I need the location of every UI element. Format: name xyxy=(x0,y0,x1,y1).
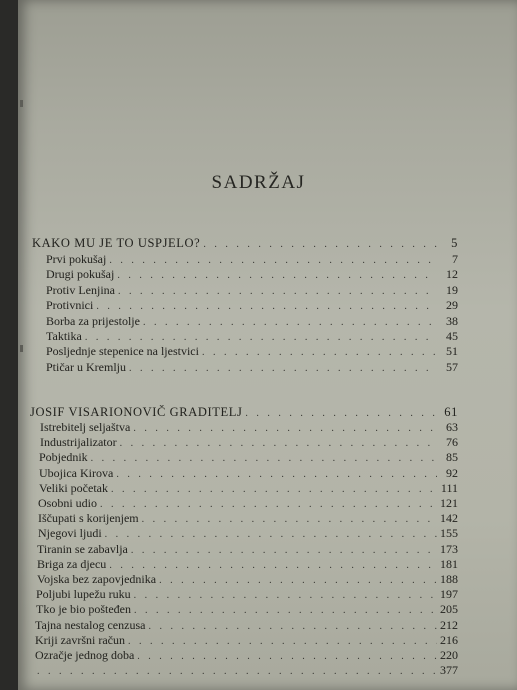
toc-entry-title: Borba za prijestolje xyxy=(46,313,140,328)
toc-entry-title: Poljubi lupežu ruku xyxy=(36,587,131,602)
leader-dots xyxy=(116,469,437,480)
leader-dots xyxy=(100,499,437,510)
toc-entry xyxy=(35,648,458,663)
toc-entry-title: Taktika xyxy=(46,329,82,343)
toc-page-number: 205 xyxy=(440,602,458,617)
toc-entry xyxy=(40,435,458,450)
toc-entry-title: Tajna nestalog cenzusa xyxy=(35,617,146,632)
toc-entry-title: Tko je bio pošteđen xyxy=(36,602,131,617)
toc-entry-title: Kriji završni račun xyxy=(35,632,125,647)
leader-dots xyxy=(159,575,437,586)
leader-dots xyxy=(109,255,437,266)
leader-dots xyxy=(133,423,437,434)
toc-entry xyxy=(37,572,458,587)
leader-dots xyxy=(118,286,437,297)
toc-page-number: 76 xyxy=(446,435,458,450)
toc-entry xyxy=(46,344,458,359)
toc-page-number: 212 xyxy=(440,617,458,632)
toc-entry-title: Njegovi ljudi xyxy=(38,526,102,541)
toc-page-number: 92 xyxy=(446,465,458,480)
leader-dots xyxy=(91,453,437,464)
toc-section-title: JOSIF VISARIONOVIČ GRADITELJ xyxy=(30,405,243,419)
toc-page-number: 377 xyxy=(440,663,458,678)
toc-entry xyxy=(36,602,458,617)
toc-page-number: 61 xyxy=(444,405,458,419)
toc-page-number: 12 xyxy=(446,267,458,282)
toc-page-number: 5 xyxy=(451,236,458,250)
toc-page-number: 181 xyxy=(440,556,458,571)
toc-entry-title: Industrijalizator xyxy=(40,435,117,450)
toc-entry xyxy=(46,360,458,375)
leader-dots xyxy=(203,239,437,250)
leader-dots xyxy=(37,666,437,677)
toc-entry xyxy=(46,252,458,267)
toc-page-number: 111 xyxy=(440,480,458,495)
toc-entry-title: Tiranin se zabavlja xyxy=(37,541,128,556)
leader-dots xyxy=(134,590,437,601)
toc-entry-title: Vojska bez zapovjednika xyxy=(37,572,157,586)
toc-page-number: 220 xyxy=(440,648,458,662)
toc-entry-title: Briga za djecu xyxy=(37,556,107,571)
toc-entry-title: Ozračje jednog doba xyxy=(35,648,135,662)
toc-entry xyxy=(39,450,458,465)
toc-page-number: 51 xyxy=(446,344,458,359)
toc-entry xyxy=(36,587,458,602)
toc-page-number: 155 xyxy=(440,526,458,541)
leader-dots xyxy=(120,438,437,449)
toc-entry xyxy=(39,466,458,481)
toc-page-number: 216 xyxy=(440,632,458,647)
toc-entry xyxy=(40,420,458,435)
toc-page-number: 188 xyxy=(440,572,458,586)
toc-page-number: 7 xyxy=(452,252,458,266)
leader-dots xyxy=(142,514,437,525)
leader-dots xyxy=(131,545,437,556)
leader-dots xyxy=(129,363,437,374)
book-page xyxy=(18,0,517,690)
leader-dots xyxy=(245,408,437,419)
table-of-contents xyxy=(18,0,517,690)
toc-entry-title: Protiv Lenjina xyxy=(46,282,115,297)
toc-page-number: 85 xyxy=(446,450,458,465)
toc-page-number: 57 xyxy=(446,359,458,374)
leader-dots xyxy=(105,529,437,540)
toc-entry xyxy=(46,329,458,344)
leader-dots xyxy=(85,332,437,343)
toc-page-number: 63 xyxy=(446,420,458,434)
toc-page-number: 121 xyxy=(440,496,458,510)
toc-entry xyxy=(46,298,458,313)
toc-page-number: 45 xyxy=(446,329,458,343)
toc-section-heading xyxy=(30,405,458,420)
toc-entry xyxy=(35,618,458,633)
toc-section-heading xyxy=(32,236,458,251)
toc-entry-title: Protivnici xyxy=(46,298,94,313)
toc-page-number: 38 xyxy=(446,313,458,328)
toc-entry xyxy=(46,283,458,298)
leader-dots xyxy=(109,560,437,571)
toc-entry-title: Ubojica Kirova xyxy=(39,465,114,480)
toc-entry xyxy=(37,557,458,572)
toc-entry-title: Pobjednik xyxy=(39,450,88,465)
toc-page-number: 142 xyxy=(440,511,458,526)
toc-entry-title: Drugi pokušaj xyxy=(46,267,115,282)
toc-entry xyxy=(37,542,458,557)
toc-entry xyxy=(38,511,458,526)
leader-dots xyxy=(111,484,437,495)
toc-section-title: KAKO MU JE TO USPJELO? xyxy=(32,236,201,250)
toc-entry xyxy=(35,633,458,648)
toc-entry-title: Iščupati s korijenjem xyxy=(38,511,139,526)
toc-entry xyxy=(46,267,458,282)
toc-entry-title: Prvi pokušaj xyxy=(46,252,107,266)
toc-entry xyxy=(34,663,458,678)
leader-dots xyxy=(137,651,437,662)
toc-entry-title: Ptičar u Kremlju xyxy=(46,359,126,374)
leader-dots xyxy=(128,636,437,647)
toc-entry xyxy=(38,526,458,541)
toc-page-number: 197 xyxy=(440,587,458,602)
toc-entry xyxy=(46,314,458,329)
toc-entry xyxy=(39,481,458,496)
toc-entry-title: Veliki početak xyxy=(39,480,108,495)
toc-entry-title: Posljednje stepenice na ljestvici xyxy=(46,344,199,359)
leader-dots xyxy=(117,270,437,281)
toc-entry-title: Osobni udio xyxy=(38,496,98,510)
toc-page-number: 19 xyxy=(446,282,458,297)
toc-entry-title: Istrebitelj seljaštva xyxy=(40,420,131,434)
leader-dots xyxy=(148,621,437,632)
leader-dots xyxy=(202,347,437,358)
toc-page-number: 173 xyxy=(440,541,458,556)
leader-dots xyxy=(143,317,437,328)
toc-entry xyxy=(38,496,458,511)
toc-page-number: 29 xyxy=(446,298,458,313)
page-title: SADRŽAJ xyxy=(211,172,306,193)
leader-dots xyxy=(96,301,437,312)
leader-dots xyxy=(134,605,437,616)
